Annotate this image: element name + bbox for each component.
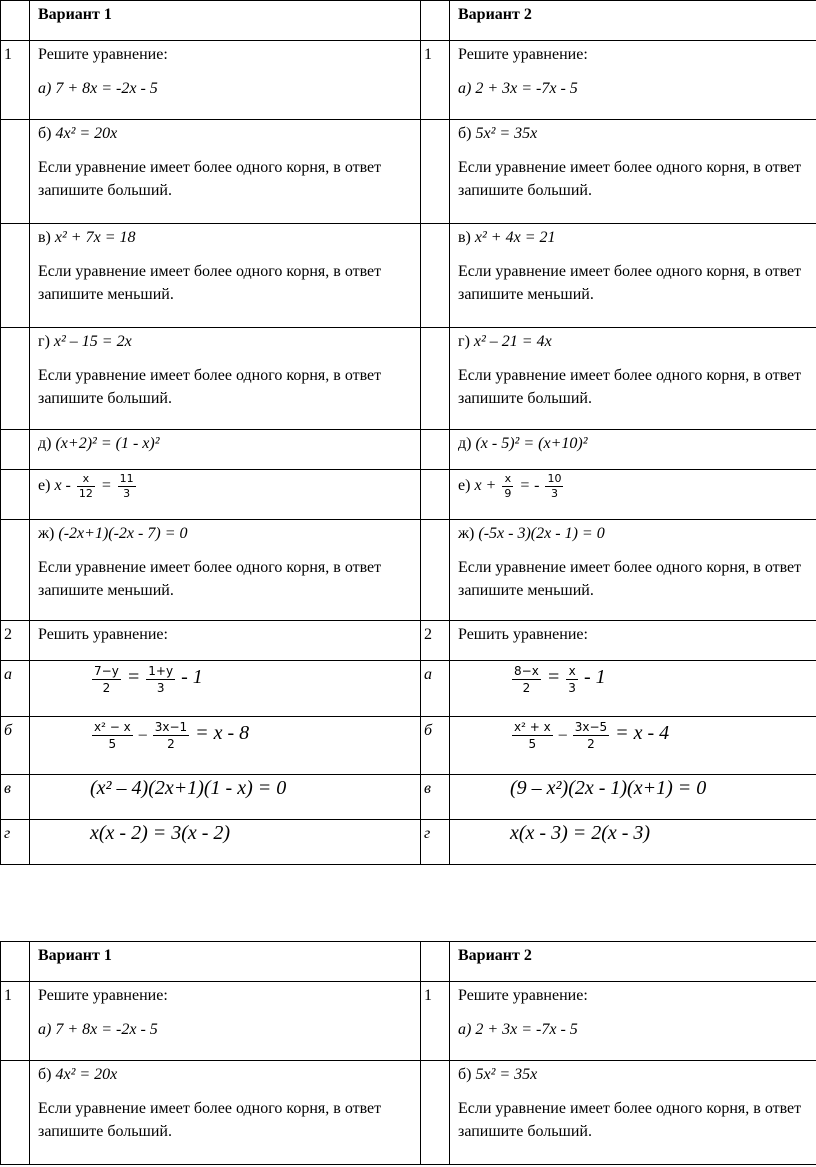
note: Если уравнение имеет более одного корня, в ответ запишите меньший. xyxy=(38,263,382,303)
denominator: 2 xyxy=(102,681,111,695)
equation: x² – 15 = 2x xyxy=(53,333,132,350)
task2-row-b xyxy=(1,717,816,775)
task2-v1-b xyxy=(30,717,421,775)
denominator: 9 xyxy=(504,487,512,500)
task1-v2-e xyxy=(450,430,816,470)
item-label: в) xyxy=(38,229,51,246)
fraction xyxy=(92,719,133,752)
equation: (x² – 4)(2x+1)(1 - x) = 0 xyxy=(90,777,287,799)
item-label: г xyxy=(421,820,450,865)
task1-v2-b xyxy=(450,120,816,224)
equation: 4x² = 20x xyxy=(55,125,118,142)
denominator: 5 xyxy=(108,737,117,751)
item-label: б xyxy=(1,717,30,775)
note: Если уравнение имеет более одного корня, в ответ запишите меньший. xyxy=(458,263,802,303)
num-cell xyxy=(421,1,450,41)
task1-v1-a xyxy=(30,982,421,1061)
equation-part: x + xyxy=(474,477,497,495)
fraction xyxy=(573,719,609,752)
num-cell xyxy=(1,120,30,224)
equation: (-5x - 3)(2x - 1) = 0 xyxy=(478,525,605,542)
numerator: 3x−5 xyxy=(574,720,608,734)
header-row xyxy=(1,1,816,41)
numerator: x² − x xyxy=(94,720,131,734)
num-cell xyxy=(1,1,30,41)
item-label: е) xyxy=(38,477,51,495)
header-variant-1: Вариант 1 xyxy=(30,942,421,982)
num-cell xyxy=(421,120,450,224)
numerator: x xyxy=(566,663,578,680)
equals-sign: = xyxy=(126,666,141,689)
numerator: 11 xyxy=(119,472,134,485)
task1-v1-d xyxy=(30,328,421,430)
task1-v2-d xyxy=(450,328,816,430)
task1-v1-b xyxy=(30,120,421,224)
numerator: 1+y xyxy=(148,664,174,678)
item-label: д) xyxy=(38,435,52,452)
task2-v2-c xyxy=(450,775,816,820)
equation: (9 – x²)(2x - 1)(x+1) = 0 xyxy=(510,777,707,799)
note: Если уравнение имеет более одного корня, в ответ запишите больший. xyxy=(458,367,802,407)
task2-row-d xyxy=(1,820,816,865)
denominator: 3 xyxy=(123,487,131,500)
fraction xyxy=(545,472,563,501)
num-cell xyxy=(421,470,450,520)
numerator: 3x−1 xyxy=(154,720,188,734)
task-title: Решите уравнение: xyxy=(38,987,168,1004)
item-label: г) xyxy=(38,333,50,350)
num-cell xyxy=(421,430,450,470)
num-cell xyxy=(1,470,30,520)
note: Если уравнение имеет более одного корня, в ответ запишите больший. xyxy=(458,1100,802,1140)
num-cell xyxy=(1,430,30,470)
task1-v2-g xyxy=(450,520,816,621)
item-label: г) xyxy=(458,333,470,350)
equation: x² – 21 = 4x xyxy=(473,333,552,350)
task2-v1-c xyxy=(30,775,421,820)
task1-row-b xyxy=(1,1061,816,1165)
equation: а) 7 + 8x = -2x - 5 xyxy=(38,1021,158,1038)
equation: x² + 4x = 21 xyxy=(474,229,556,246)
denominator: 3 xyxy=(550,487,558,500)
denominator: 12 xyxy=(78,487,93,500)
item-label: б) xyxy=(458,1066,472,1083)
task1-v2-a xyxy=(450,41,816,120)
numerator: 8−x xyxy=(514,664,539,678)
denominator: 2 xyxy=(167,737,175,751)
note: Если уравнение имеет более одного корня, в ответ запишите больший. xyxy=(38,1100,382,1140)
fraction xyxy=(502,472,513,501)
task1-v1-f xyxy=(30,470,421,520)
num-cell xyxy=(1,942,30,982)
equation: x(x - 3) = 2(x - 3) xyxy=(510,822,651,844)
task1-v2-b xyxy=(450,1061,816,1165)
num-cell xyxy=(1,1061,30,1165)
task1-row-a xyxy=(1,982,816,1061)
header-variant-2: Вариант 2 xyxy=(450,942,816,982)
task1-row-b xyxy=(1,120,816,224)
equation-part: - 1 xyxy=(583,666,606,689)
item-label: б) xyxy=(38,125,52,142)
fraction xyxy=(146,663,175,696)
item-label: ж) xyxy=(38,525,55,542)
task1-row-e xyxy=(1,430,816,470)
task1-row-c xyxy=(1,224,816,328)
fraction xyxy=(512,663,541,696)
task1-row-d xyxy=(1,328,816,430)
task1-v2-c xyxy=(450,224,816,328)
task1-v1-g xyxy=(30,520,421,621)
header-row xyxy=(1,942,816,982)
minus-sign: – xyxy=(558,726,567,744)
fraction xyxy=(118,472,136,501)
item-label: б xyxy=(421,717,450,775)
task-number: 1 xyxy=(1,982,30,1061)
equation-part: = x - 8 xyxy=(195,722,250,745)
equation-part: x - xyxy=(54,477,71,495)
task1-v2-f xyxy=(450,470,816,520)
equals-sign: = - xyxy=(519,477,540,495)
fraction xyxy=(566,663,578,696)
fraction xyxy=(512,719,553,752)
task2-v2-d xyxy=(450,820,816,865)
task1-row-f xyxy=(1,470,816,520)
num-cell xyxy=(421,520,450,621)
numerator: 7−y xyxy=(94,664,119,678)
task1-v1-b xyxy=(30,1061,421,1165)
task-number: 2 xyxy=(421,621,450,661)
task2-title: Решить уравнение: xyxy=(450,621,816,661)
numerator: x² + x xyxy=(514,720,551,734)
item-label: д) xyxy=(458,435,472,452)
denominator: 3 xyxy=(568,681,576,695)
equation-part: - 1 xyxy=(181,666,203,689)
equals-sign: = xyxy=(100,477,112,495)
task2-title-row xyxy=(1,621,816,661)
equation: x² + 7x = 18 xyxy=(54,229,136,246)
equation: а) 7 + 8x = -2x - 5 xyxy=(38,80,158,97)
denominator: 2 xyxy=(522,681,531,695)
num-cell xyxy=(421,1061,450,1165)
note: Если уравнение имеет более одного корня, в ответ запишите меньший. xyxy=(458,559,802,599)
item-label: а xyxy=(1,661,30,717)
fraction xyxy=(153,719,189,752)
denominator: 2 xyxy=(587,737,595,751)
task-number: 1 xyxy=(421,41,450,120)
task-number: 1 xyxy=(421,982,450,1061)
denominator: 3 xyxy=(156,681,165,695)
task1-row-a xyxy=(1,41,816,120)
equation-part: = x - 4 xyxy=(615,722,670,745)
task1-v1-a xyxy=(30,41,421,120)
task-title: Решите уравнение: xyxy=(458,987,588,1004)
task2-row-a xyxy=(1,661,816,717)
header-variant-2: Вариант 2 xyxy=(450,1,816,41)
task1-v1-e xyxy=(30,430,421,470)
note: Если уравнение имеет более одного корня, в ответ запишите меньший. xyxy=(38,559,382,599)
task2-row-c xyxy=(1,775,816,820)
item-label: в xyxy=(421,775,450,820)
num-cell xyxy=(421,942,450,982)
worksheet-table-2 xyxy=(0,941,816,1165)
task2-v1-d xyxy=(30,820,421,865)
task-title: Решите уравнение: xyxy=(38,46,168,63)
item-label: б) xyxy=(38,1066,52,1083)
item-label: ж) xyxy=(458,525,475,542)
numerator: x xyxy=(502,472,513,487)
num-cell xyxy=(421,224,450,328)
equation: x(x - 2) = 3(x - 2) xyxy=(90,822,231,844)
equation: а) 2 + 3x = -7x - 5 xyxy=(458,1021,578,1038)
equation: а) 2 + 3x = -7x - 5 xyxy=(458,80,578,97)
task-number: 2 xyxy=(1,621,30,661)
item-label: б) xyxy=(458,125,472,142)
task2-v2-b xyxy=(450,717,816,775)
equation: (-2x+1)(-2x - 7) = 0 xyxy=(58,525,188,542)
equation: (x+2)² = (1 - x)² xyxy=(55,435,160,452)
fraction xyxy=(92,663,121,696)
task2-v2-a xyxy=(450,661,816,717)
task-title: Решите уравнение: xyxy=(458,46,588,63)
item-label: в) xyxy=(458,229,471,246)
numerator: 10 xyxy=(547,472,562,485)
equals-sign: = xyxy=(546,666,561,689)
header-variant-1: Вариант 1 xyxy=(30,1,421,41)
minus-sign: – xyxy=(138,726,147,744)
note: Если уравнение имеет более одного корня, в ответ запишите больший. xyxy=(38,159,382,199)
note: Если уравнение имеет более одного корня, в ответ запишите больший. xyxy=(38,367,382,407)
num-cell xyxy=(1,520,30,621)
equation: 5x² = 35x xyxy=(475,125,538,142)
task2-title: Решить уравнение: xyxy=(30,621,421,661)
fraction xyxy=(77,472,95,501)
task1-v1-c xyxy=(30,224,421,328)
note: Если уравнение имеет более одного корня, в ответ запишите больший. xyxy=(458,159,802,199)
item-label: а xyxy=(421,661,450,717)
task1-v2-a xyxy=(450,982,816,1061)
task-number: 1 xyxy=(1,41,30,120)
num-cell xyxy=(421,328,450,430)
equation: 4x² = 20x xyxy=(55,1066,118,1083)
num-cell xyxy=(1,224,30,328)
task2-v1-a xyxy=(30,661,421,717)
task1-row-g xyxy=(1,520,816,621)
item-label: е) xyxy=(458,477,471,495)
numerator: x xyxy=(77,472,95,487)
item-label: г xyxy=(1,820,30,865)
equation: (x - 5)² = (x+10)² xyxy=(475,435,588,452)
item-label: в xyxy=(1,775,30,820)
num-cell xyxy=(1,328,30,430)
equation: 5x² = 35x xyxy=(475,1066,538,1083)
denominator: 5 xyxy=(528,737,537,751)
